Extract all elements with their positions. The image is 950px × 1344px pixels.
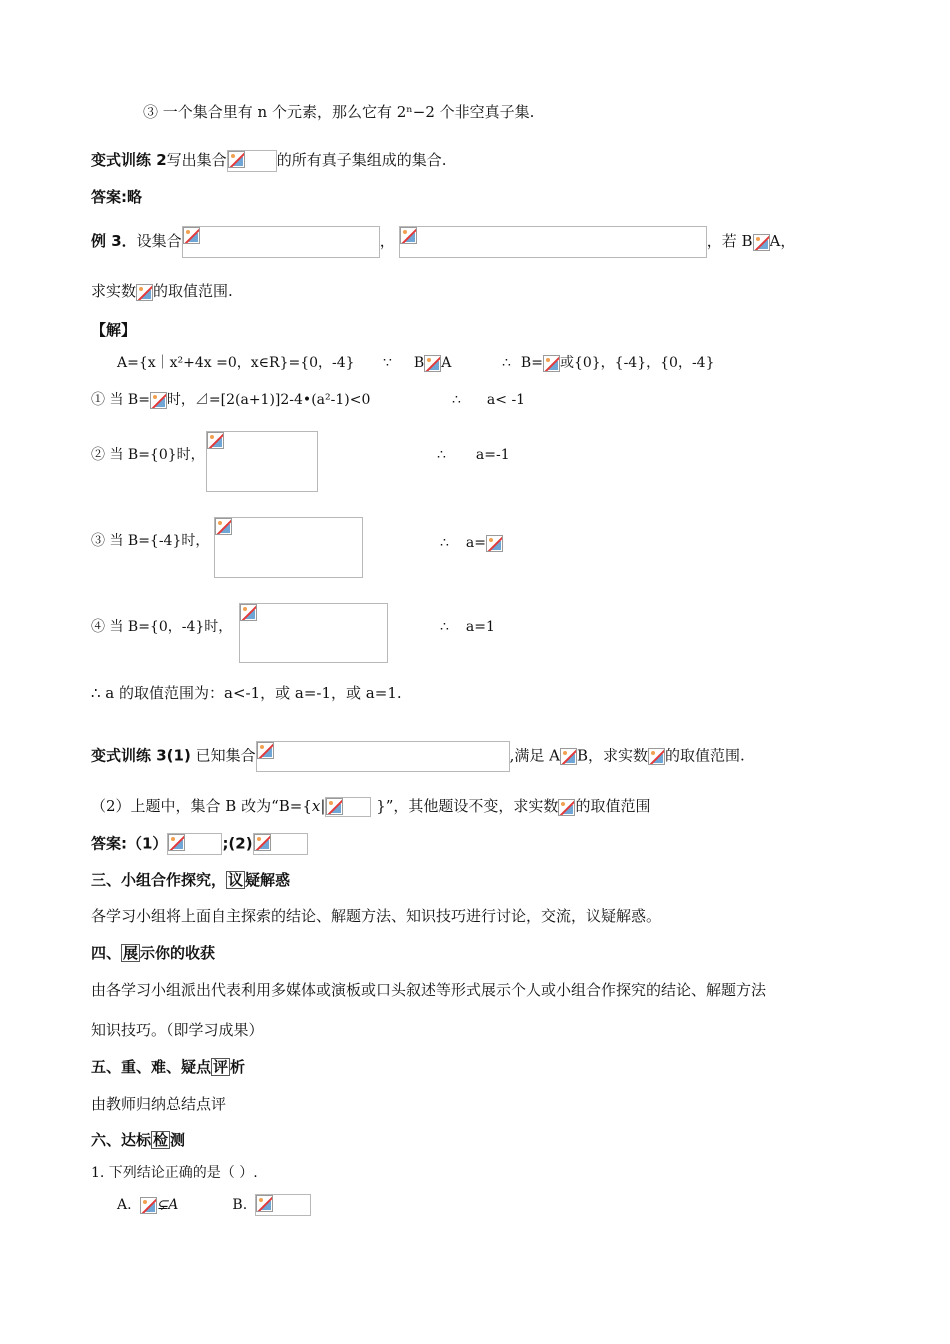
example-3-question: [91, 281, 233, 301]
answer-2-text-a: 答案:（1）: [91, 834, 168, 853]
because-symbol: ∵: [383, 355, 392, 371]
text-d: B=: [520, 355, 543, 371]
example-3: [91, 226, 795, 258]
boxed-char: 议: [228, 871, 244, 889]
part-2-text-c: 的取值范围: [575, 797, 651, 815]
solution-heading: 【解】: [91, 321, 137, 339]
broken-image-icon: [424, 355, 441, 372]
broken-image-icon: [560, 748, 577, 765]
therefore-symbol: ∴: [502, 355, 511, 371]
broken-image-icon: [183, 227, 200, 244]
heading-text-a: 三、小组合作探究，: [91, 871, 227, 889]
case-1-result: [452, 390, 525, 410]
formula-image-box: [255, 1194, 311, 1216]
broken-image-icon: [207, 432, 224, 449]
formula-image-box: [206, 431, 318, 492]
formula-image-box: [227, 150, 277, 172]
option-a-label: A.: [117, 1197, 132, 1213]
case-2: ② 当 B={0}时，: [91, 447, 205, 463]
text-c: A: [441, 355, 452, 371]
section-5-heading: [91, 1057, 245, 1077]
heading-text-b: 析: [230, 1058, 246, 1076]
section-4-heading: [91, 943, 215, 963]
heading-text-b: 测: [170, 1131, 186, 1149]
line-nonempty-proper-subsets: ③ 一个集合里有 n 个元素，那么它有 2ⁿ−2 个非空真子集.: [143, 103, 535, 121]
formula-image-box: [214, 517, 363, 578]
option-a-symbol: ⊊A: [156, 1197, 179, 1213]
broken-image-icon: [400, 227, 417, 244]
case-3-result-text: a=: [465, 535, 486, 551]
exercise-2-label: 变式训练 2: [91, 151, 167, 169]
section-5-text: 由教师归纳总结点评: [91, 1095, 227, 1113]
answer-1: 答案:略: [91, 188, 142, 206]
broken-image-icon: [136, 284, 153, 301]
case-2-result: [437, 445, 510, 465]
heading-text-a: 五、重、难、疑点: [91, 1058, 212, 1076]
therefore-symbol: ∴: [437, 447, 446, 463]
broken-image-icon: [168, 834, 185, 851]
broken-image-icon: [228, 151, 245, 168]
exercise-2-text-a: 写出集合: [166, 151, 227, 169]
text-e: 或{0}，{-4}，{0，-4}: [559, 355, 715, 371]
heading-text-b: 疑解惑: [245, 871, 291, 889]
heading-text-b: 示你的收获: [140, 944, 216, 962]
broken-image-icon: [254, 834, 271, 851]
formula-image-box: [325, 797, 371, 817]
case-1: [91, 390, 370, 410]
formula-image-box: [399, 226, 707, 258]
therefore-symbol: ∴: [440, 619, 449, 635]
question-text-a: 求实数: [91, 282, 137, 300]
heading-text-a: 六、达标: [91, 1131, 152, 1149]
broken-image-icon: [215, 518, 232, 535]
exercise-2-text-b: 的所有真子集组成的集合.: [276, 151, 447, 169]
question-1-options: [117, 1194, 311, 1216]
case-3: ③ 当 B={-4}时，: [91, 533, 210, 549]
solution-line-1: [117, 353, 355, 373]
broken-image-icon: [558, 799, 575, 816]
broken-image-icon: [486, 535, 503, 552]
example-3-text-b: ，若 B: [706, 232, 753, 250]
exercise-3-label: 变式训练 3(1): [91, 746, 191, 765]
broken-image-icon: [257, 742, 274, 759]
broken-image-icon: [150, 392, 167, 409]
variable-x: x: [311, 797, 321, 815]
example-3-label: 例 3．: [91, 232, 137, 250]
case-1-text-b: 时，⊿=[2(a+1)]2-4•(a²-1)<0: [166, 392, 371, 408]
part-2-text-a: （2）上题中，集合 B 改为“B={: [91, 797, 312, 815]
case-4-result: [440, 617, 495, 637]
solution-line-1-c: [502, 353, 715, 373]
set-a-definition: A={x｜x²+4x =0，x∈R}={0，-4}: [117, 355, 355, 371]
answer-2: [91, 833, 308, 855]
exercise-3-part-2: [91, 796, 650, 817]
solution-line-1-b: [383, 353, 451, 373]
case-2-result-text: a=-1: [475, 447, 510, 463]
case-4-result-text: a=1: [465, 619, 495, 635]
section-6-heading: [91, 1130, 185, 1150]
section-4-text-1: 由各学习小组派出代表利用多媒体或演板或口头叙述等形式展示个人或小组合作探究的结论、解题方法: [91, 981, 767, 999]
example-3-comma: ，: [379, 232, 395, 250]
question-text-b: 的取值范围.: [153, 282, 233, 300]
case-1-text-a: ① 当 B=: [91, 392, 150, 408]
bar-symbol: |: [320, 797, 326, 815]
conclusion: ∴ a 的取值范围为：a<-1，或 a=-1，或 a=1.: [91, 684, 402, 702]
section-3-text: 各学习小组将上面自主探索的结论、解题方法、知识技巧进行讨论，交流，议疑解惑。: [91, 907, 662, 925]
boxed-char: 检: [153, 1131, 169, 1149]
formula-image-box: [239, 603, 388, 663]
text-b: B: [413, 355, 425, 371]
case-3-result: [440, 533, 503, 553]
exercise-3-text-b: ,满足 A: [509, 746, 560, 765]
exercise-2: [91, 150, 446, 172]
heading-text-a: 四、: [91, 944, 122, 962]
formula-image-box: [253, 833, 308, 855]
exercise-3: [91, 741, 745, 772]
broken-image-icon: [240, 604, 257, 621]
broken-image-icon: [256, 1195, 273, 1212]
boxed-char: 展: [123, 944, 139, 962]
example-3-text-a: 设集合: [136, 232, 182, 250]
exercise-3-text-c: B，求实数: [576, 746, 648, 765]
example-3-text-c: A，: [769, 232, 796, 250]
broken-image-icon: [326, 798, 343, 815]
therefore-symbol: ∴: [452, 392, 461, 408]
broken-image-icon: [753, 234, 770, 251]
boxed-char: 评: [213, 1058, 229, 1076]
answer-2-text-b: ;(2): [222, 834, 253, 853]
therefore-symbol: ∴: [440, 535, 449, 551]
case-4: ④ 当 B={0，-4}时，: [91, 619, 233, 635]
option-b-label: B.: [232, 1197, 248, 1213]
formula-image-box: [182, 226, 380, 258]
formula-image-box: [167, 833, 222, 855]
question-1: 1. 下列结论正确的是（ ）.: [91, 1165, 258, 1181]
part-2-text-b: }”，其他题设不变，求实数: [371, 797, 559, 815]
section-4-text-2: 知识技巧。（即学习成果）: [91, 1021, 264, 1039]
section-3-heading: [91, 870, 290, 890]
broken-image-icon: [543, 355, 560, 372]
case-1-result-text: a< -1: [486, 392, 526, 408]
formula-image-box: [256, 741, 510, 772]
exercise-3-text-a: 已知集合: [190, 746, 256, 765]
broken-image-icon: [648, 748, 665, 765]
exercise-3-text-d: 的取值范围.: [665, 746, 745, 765]
broken-image-icon: [140, 1197, 157, 1214]
